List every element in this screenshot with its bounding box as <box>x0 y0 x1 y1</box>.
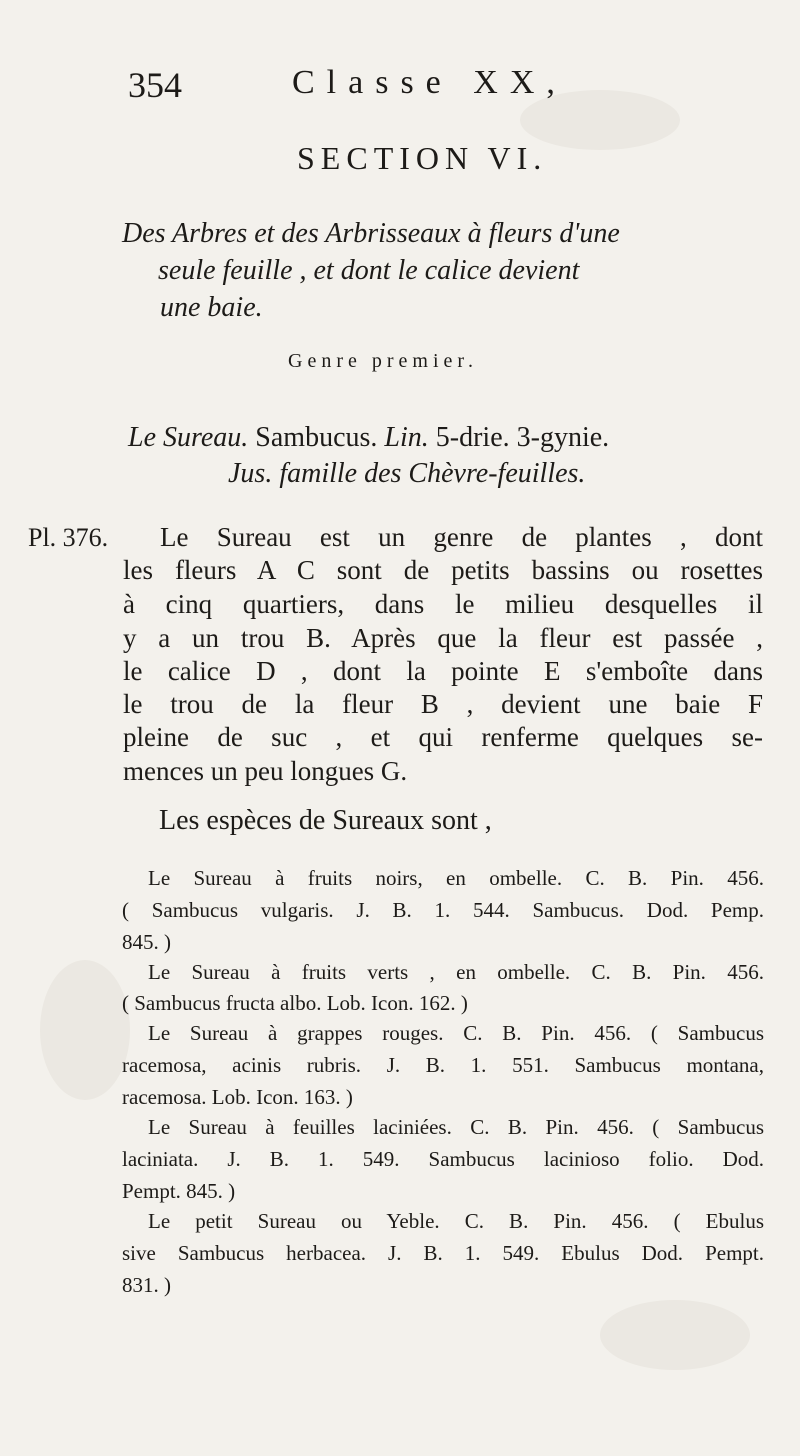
species-line: Pempt. 845. ) <box>122 1179 236 1203</box>
genus-latin: Sambucus. <box>255 422 378 453</box>
species-line: 831. ) <box>122 1273 171 1297</box>
genus-styles: 3-gynie. <box>516 422 610 453</box>
species-line: laciniata. J. B. 1. 549. Sambucus lacinioso folio. Dod. <box>122 1147 764 1171</box>
species-line: ( Sambucus fructa albo. Lob. Icon. 162. ) <box>122 991 468 1015</box>
description-line: y a un trou B. Après que la fleur est passée , <box>123 623 763 653</box>
description-line: mences un peu longues G. <box>123 756 408 786</box>
family-line <box>228 458 585 490</box>
species-line: sive Sambucus herbacea. J. B. 1. 549. Ebulus Dod. Pempt. <box>122 1241 764 1265</box>
running-head: Classe XX, <box>292 64 567 101</box>
description-line: pleine de suc , et qui renferme quelques se- <box>123 722 763 752</box>
description-line: Le Sureau est un genre de plantes , dont <box>160 522 763 552</box>
genus-author: Lin. <box>384 422 429 453</box>
page-stain <box>600 1300 750 1370</box>
species-line: Le Sureau à grappes rouges. C. B. Pin. 456. ( Sambucus <box>148 1021 764 1045</box>
family-name: famille des Chèvre-feuilles. <box>279 458 586 489</box>
subtitle-line: seule feuille , et dont le calice devient <box>158 255 580 286</box>
subtitle-line: Des Arbres et des Arbrisseaux à fleurs d'une <box>122 218 620 249</box>
genus-line <box>128 422 609 454</box>
description-line: le calice D , dont la pointe E s'emboîte dans <box>123 656 763 686</box>
genus-stamens: 5-drie. <box>435 422 510 453</box>
species-heading: Les espèces de Sureaux sont , <box>159 805 492 836</box>
species-line: Le Sureau à fruits noirs, en ombelle. C. B. Pin. 456. <box>148 866 764 890</box>
species-line: ( Sambucus vulgaris. J. B. 1. 544. Sambucus. Dod. Pemp. <box>122 898 764 922</box>
species-line: racemosa. Lob. Icon. 163. ) <box>122 1085 353 1109</box>
species-line: Le petit Sureau ou Yeble. C. B. Pin. 456. ( Ebulus <box>148 1209 764 1233</box>
species-line: Le Sureau à feuilles laciniées. C. B. Pin. 456. ( Sambucus <box>148 1115 764 1139</box>
description-line: les fleurs A C sont de petits bassins ou rosettes <box>123 555 763 585</box>
page-number: 354 <box>128 65 182 105</box>
description-line: le trou de la fleur B , devient une baie F <box>123 689 763 719</box>
page-stain <box>40 960 130 1100</box>
subtitle-line: une baie. <box>160 292 263 323</box>
plate-reference: Pl. 376. <box>28 523 109 552</box>
genre-heading: Genre premier. <box>288 350 478 372</box>
species-line: racemosa, acinis rubris. J. B. 1. 551. Sambucus montana, <box>122 1053 764 1077</box>
species-line: 845. ) <box>122 930 171 954</box>
description-line: à cinq quartiers, dans le milieu desquelles il <box>123 589 763 619</box>
family-author: Jus. <box>228 458 273 489</box>
genus-name: Le Sureau. <box>128 422 249 453</box>
species-line: Le Sureau à fruits verts , en ombelle. C. B. Pin. 456. <box>148 960 764 984</box>
section-title: SECTION VI. <box>297 140 548 176</box>
